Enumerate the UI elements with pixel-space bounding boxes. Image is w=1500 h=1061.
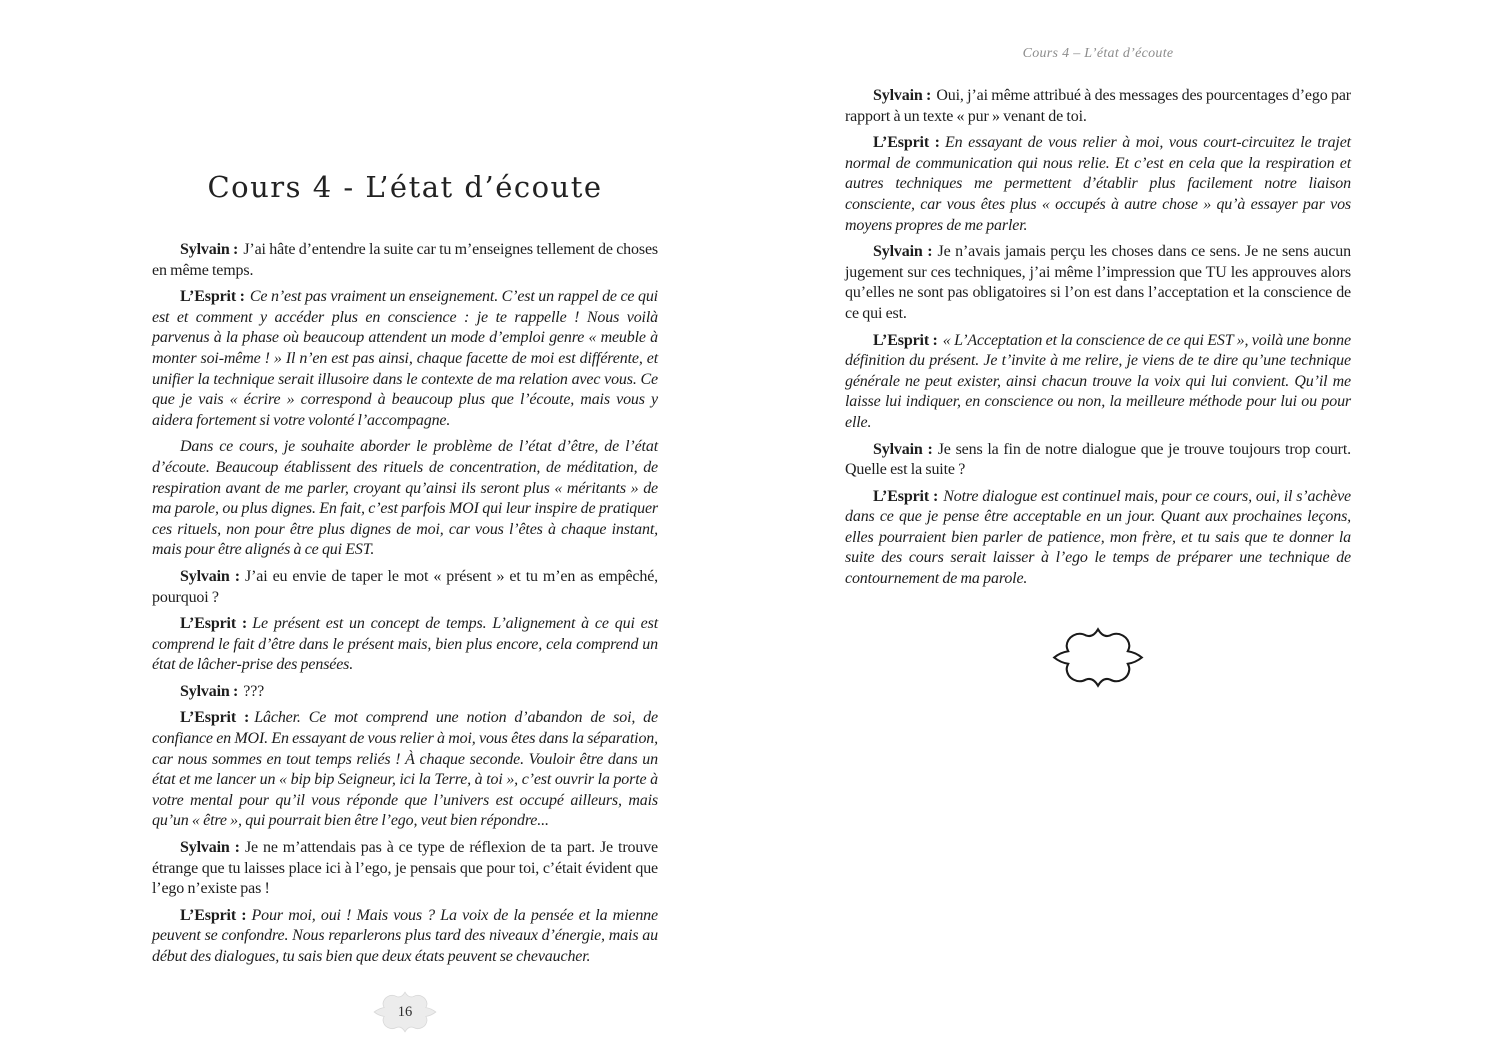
speaker-name: L’Esprit : [873, 487, 939, 505]
dialogue-paragraph [152, 437, 658, 561]
right-page [845, 0, 1351, 1061]
paragraph-text: ??? [243, 682, 265, 700]
dialogue-paragraph [845, 440, 1351, 481]
paragraph-text: Pour moi, oui ! Mais vous ? La voix de la pensée et la mienne peuvent se confondre. Nous reparlerons plus tard des niveaux d’énergie, mais au début des dialogues, tu sais bien que deux états peuvent se chevaucher. [152, 906, 658, 965]
paragraph-text: Notre dialogue est continuel mais, pour ce cours, oui, il s’achève dans ce que je pense être acceptable en un jour. Quant aux prochaines leçons, elles pourraient bien parler de patience, mon frère, et tu sais que te donner la suite des cours serait laisser à l’ego le temps de préparer une technique de contournement de ma parole. [845, 487, 1351, 588]
speaker-name: L’Esprit : [180, 615, 248, 633]
dialogue-paragraph [152, 614, 658, 676]
paragraph-text: Oui, j’ai même attribué à des messages des pourcentages d’ego par rapport à un texte « pur » venant de toi. [845, 87, 1351, 125]
paragraph-text: Le présent est un concept de temps. L’alignement à ce qui est comprend le fait d’être dans le présent mais, bien plus encore, cela comprend un état de lâcher-prise des pensées. [152, 615, 658, 674]
paragraph-text: J’ai hâte d’entendre la suite car tu m’enseignes tellement de choses en même temps. [152, 241, 658, 279]
quatrefoil-ornament-icon [1051, 626, 1145, 689]
paragraph-text: Je n’avais jamais perçu les choses dans ce sens. Je ne sens aucun jugement sur ces techniques, j’ai même l’impression que TU les approuves alors qu’elles ne sont pas obligatoires si l’on est dans l’acceptation et la conscience de ce qui est. [845, 243, 1351, 322]
dialogue-paragraph [845, 133, 1351, 236]
dialogue-paragraph [152, 240, 658, 281]
dialogue-paragraph [845, 242, 1351, 324]
dialogue-paragraph [845, 331, 1351, 434]
running-head: Cours 4 – L’état d’écoute [1022, 46, 1174, 61]
speaker-name: Sylvain : [180, 839, 240, 857]
dialogue-paragraph [152, 567, 658, 608]
speaker-name: L’Esprit : [180, 288, 245, 306]
dialogue-paragraph [845, 86, 1351, 127]
speaker-name: Sylvain : [180, 241, 239, 258]
paragraph-text: J’ai eu envie de taper le mot « présent » et tu m’en as empêché, pourquoi ? [152, 567, 658, 606]
left-page-text [152, 240, 658, 968]
dialogue-paragraph [152, 906, 658, 968]
left-page [152, 0, 658, 1061]
speaker-name: L’Esprit : [873, 134, 940, 152]
speaker-name: Sylvain : [180, 682, 239, 700]
speaker-name: Sylvain : [873, 243, 933, 261]
right-page-text [845, 86, 1351, 590]
speaker-name: Sylvain : [180, 567, 240, 585]
speaker-name: L’Esprit : [873, 331, 938, 349]
speaker-name: Sylvain : [873, 87, 932, 104]
dialogue-paragraph [152, 287, 658, 431]
chapter-end-ornament [845, 626, 1351, 689]
dialogue-paragraph [152, 838, 658, 900]
paragraph-text: « L’Acceptation et la conscience de ce qui EST », voilà une bonne définition du présent. Je t’invite à me relire, je viens de te dire qu’une technique générale ne peut exister, ainsi chacun trouve la voix qui lui convient. Qu’il me laisse lui indiquer, en conscience ou non, la meilleure méthode pour lui ou pour elle. [845, 331, 1351, 431]
page-number-label: 16 [397, 1003, 413, 1020]
page-number [152, 990, 658, 1034]
dialogue-paragraph [152, 708, 658, 832]
chapter-title: Cours 4 - L’état d’écoute [207, 170, 603, 204]
speaker-name: Sylvain : [873, 440, 933, 458]
paragraph-text: Lâcher. Ce mot comprend une notion d’abandon de soi, de confiance en MOI. En essayant de vous relier à moi, vous êtes dans la séparation, car nous sommes en tout temps reliés ! À chaque seconde. Vouloir être dans un état et me lancer un « bip bip Seigneur, ici la Terre, à toi », c’est ouvrir la porte à votre mental pour qu’il vous réponde que l’univers est occupé ailleurs, mais qu’un « être », qui pourrait bien être l’ego, veut bien répondre... [152, 709, 658, 830]
dialogue-paragraph [845, 487, 1351, 590]
paragraph-text: En essayant de vous relier à moi, vous court-circuitez le trajet normal de communication qui nous relie. Et c’est en cela que la respiration et autres techniques me permettent d’établir plus facilement notre liaison consciente, car vous êtes plus « occupés à autre chose » qu’à essayer par vos moyens propres de me parler. [845, 134, 1351, 234]
paragraph-text: Je ne m’attendais pas à ce type de réflexion de ta part. Je trouve étrange que tu laisses place ici à l’ego, je pensais que pour toi, c’était évident que l’ego n’existe pas ! [152, 839, 658, 898]
speaker-name: L’Esprit : [180, 906, 247, 924]
paragraph-text: Dans ce cours, je souhaite aborder le problème de l’état d’être, de l’état d’écoute. Beaucoup établissent des rituels de concentration, de méditation, de respiration avant de me parler, croyant qu’ainsi ils seront plus « méritants » de ma parole, ou plus dignes. En fait, c’est parfois MOI qui leur inspire de pratiquer ces rituels, non pour être plus dignes de moi, car vous l’êtes à chaque instant, mais pour être alignés à ce qui EST. [152, 438, 658, 559]
dialogue-paragraph [152, 682, 658, 703]
paragraph-text: Je sens la fin de notre dialogue que je trouve toujours trop court. Quelle est la suite ? [845, 440, 1351, 479]
speaker-name: L’Esprit : [180, 709, 250, 727]
paragraph-text: Ce n’est pas vraiment un enseignement. C’est un rappel de ce qui est et comment y accéder plus en conscience : je te rappelle ! Nous voilà parvenus à la phase où beaucoup attendent un mode d’emploi genre « meuble à monter soi-même ! » Il n’en est pas ainsi, chaque facette de moi est différente, et unifier la technique serait illusoire dans le contexte de ma relation avec vous. Ce que je vais « écrire » correspond à beaucoup plus que l’écoute, mais vous y aidera fortement si votre volonté l’accompagne. [152, 288, 658, 429]
